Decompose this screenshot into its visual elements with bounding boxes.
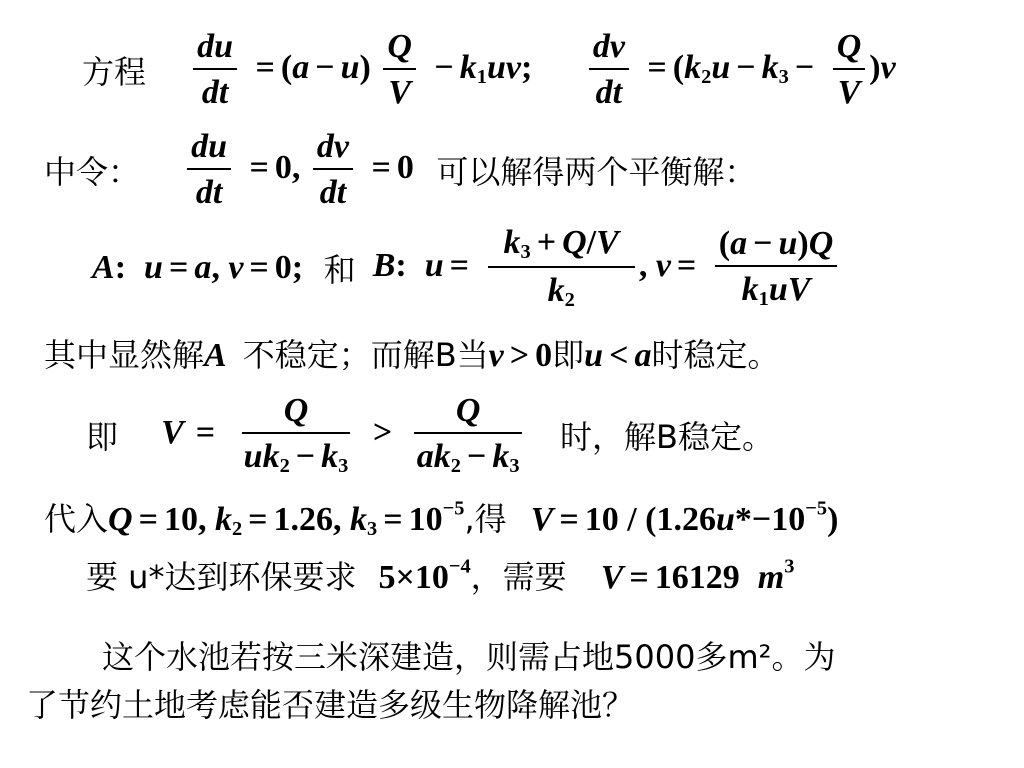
equilibrium-condition: $\frac{du}{dt}$ = 0, $\frac{dv}{dt}$ = 0 [183,149,422,186]
fraction-q-v: $\frac{Q}{V}$ [383,28,416,112]
solution-a: A: u = a, v = 0; [92,249,312,287]
text-he: 和 [323,251,356,290]
label-fangcheng: 方程 [82,53,147,91]
text-stability-c: 即 [552,336,585,374]
condition-v-positive: v > 0 [488,337,553,374]
text-de: ,得 [464,500,507,538]
conclusion-line-2: 了节约土地考虑能否建造多级生物降解池？ [26,686,635,724]
target-value: $5\times 10^{-4}$ [378,555,471,596]
text-xuyao: ，需要 [470,558,567,596]
du-dt-equation: $\frac{du}{dt}$ = (a − u) $\frac{Q}{V}$ − $k_1uv$; [189,49,541,86]
text-stability-a: 其中显然解 [44,336,205,374]
label-dairu: 代入 [44,500,109,538]
symbol-a: A [204,337,227,374]
label-zhongling: 中令： [44,153,141,191]
fraction-q-v-2: $\frac{Q}{V}$ [833,28,866,112]
solution-b: B: u = $\frac{k_3 + Q/V}{k_2}$ , v = $\frac{(a - u)Q}{k_1uV}$ [373,247,842,284]
fraction-v-equilibrium: $\frac{(a - u)Q}{k_1uV}$ [715,225,838,311]
text-two-equilibria: 可以解得两个平衡解： [436,153,757,191]
fraction-du-dt-zero: $\frac{du}{dt}$ [187,128,231,212]
equation-line-1 [82,28,896,112]
text-stability-b: 不稳定；而解B当 [242,336,489,374]
text-stability-d: 时稳定。 [651,336,780,374]
fraction-dv-dt-zero: $\frac{dv}{dt}$ [313,128,353,212]
stability-line [44,330,779,376]
fraction-dv-dt: $\frac{dv}{dt}$ [589,28,629,112]
dv-dt-equation: $\frac{dv}{dt}$ = ($k_2u - k_3$ − $\frac{Q}{V}$ )v [585,49,896,86]
requirement-line [86,552,794,598]
equation-line-3 [92,224,841,312]
equation-line-2 [44,128,756,212]
label-ji: 即 [86,418,119,457]
fraction-u-equilibrium: $\frac{k_3 + Q/V}{k_2}$ [488,224,635,312]
text-b-stable: 时，解B稳定。 [560,418,774,457]
volume-condition-line [86,392,774,478]
fraction-q-over-uk2-k3: $\frac{Q}{uk_2 - k_3}$ [243,392,349,478]
volume-formula: $V = 10 / (1.26u*-10^{-5})$ [530,497,839,538]
fraction-du-dt: $\frac{du}{dt}$ [193,28,237,112]
substitution-line [44,494,838,541]
volume-inequality: V = $\frac{Q}{uk_2 - k_3}$ > $\frac{Q}{ak_2 - k_3}$ [161,414,536,451]
text-requirement: 要 u*达到环保要求 [86,558,357,596]
required-volume: V = 16129 $m^3$ [600,555,795,596]
conclusion-line-1: 这个水池若按三米深建造，则需占地5000多m²。为 [102,638,836,676]
condition-u-less-a: u < a [584,337,652,374]
parameter-values: Q = 10, $k_2 = 1.26$, $k_3 = 10^{-5}$ [108,497,465,541]
fraction-q-over-ak2-k3: $\frac{Q}{ak_2 - k_3}$ [413,392,524,478]
